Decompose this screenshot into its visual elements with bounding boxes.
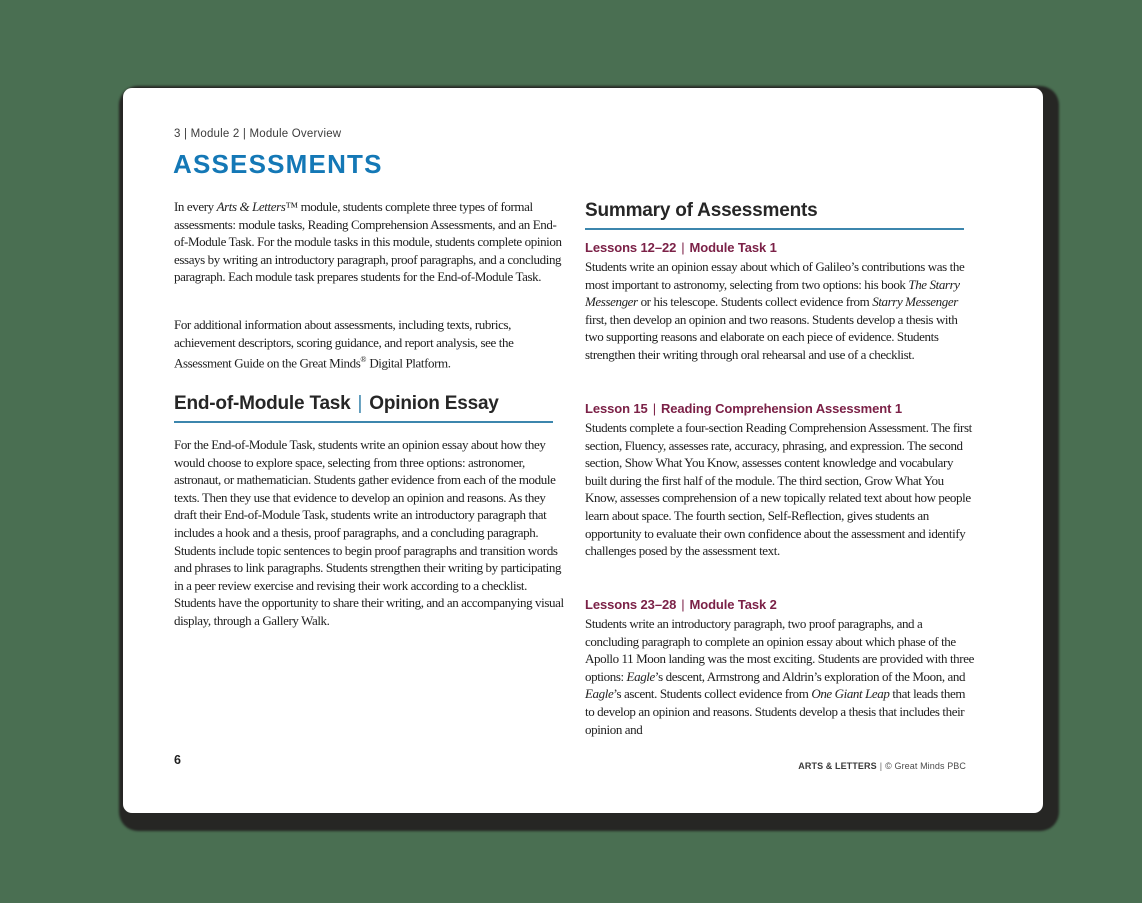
page-title: ASSESSMENTS: [173, 149, 383, 179]
module-task-1-paragraph: Students write an opinion essay about which of Galileo’s contributions was the most important to astronomy, selecting from two options: his book The Starry Messenger or his telescope. Students collect evidence from Starry Messenger first, then develop an opinion and two reasons. Students develop a thesis with two supporting reasons and elaborate on each piece of evidence. Students strengthen their writing through oral rehearsal and use of a checklist.: [585, 259, 965, 362]
footer-attribution: [798, 761, 966, 771]
lesson-range-label: Lessons 23–28: [585, 597, 677, 612]
reading-comprehension-1-paragraph: Students complete a four-section Reading Comprehension Assessment. The first section, Fluency, assesses rate, accuracy, phrasing, and expression. The second section, Show What You Know, assesses content knowledge and vocabulary built during the first half of the module. The third section, Grow What You Know, assesses comprehension of a new topically related text about how people learn about space. The fourth section, Self-Reflection, gives students an opportunity to evaluate their own confidence about the assessment and identify challenges posed by the assessment text.: [585, 420, 972, 559]
additional-info-paragraph: For additional information about assessments, including texts, rubrics, achievement descriptors, scoring guidance, and report analysis, see the Assessment Guide on the Great Minds® Digital Platform.: [174, 317, 514, 371]
lesson-range-label: Lesson 15: [585, 401, 648, 416]
heading-pipe-separator: |: [681, 597, 685, 612]
end-of-module-task-heading-main: End-of-Module Task: [174, 393, 351, 414]
end-of-module-task-heading-sub: Opinion Essay: [369, 393, 499, 414]
lesson-range-label: Lessons 12–22: [585, 240, 677, 255]
lesson-title: Reading Comprehension Assessment 1: [660, 401, 902, 416]
footer-brand: ARTS & LETTERS: [798, 761, 877, 771]
footer-pipe-separator: |: [879, 761, 883, 771]
lesson-title: Module Task 1: [689, 240, 777, 255]
heading-pipe-separator: |: [652, 401, 656, 416]
lesson-heading-module-task-1: [585, 240, 777, 255]
lesson-title: Module Task 2: [689, 597, 777, 612]
module-task-2-paragraph: Students write an introductory paragraph, two proof paragraphs, and a concluding paragraph to complete an opinion essay about which phase of the Apollo 11 Moon landing was the most exciting. Students are provided with three options: Eagle’s descent, Armstrong and Aldrin’s exploration of the Moon, and Eagle’s ascent. Students collect evidence from One Giant Leap that leads them to develop an opinion and reasons. Students develop a thesis that includes their opinion and: [585, 616, 974, 737]
heading-pipe-separator: |: [681, 240, 685, 255]
lesson-heading-module-task-2: [585, 597, 777, 612]
end-of-module-task-paragraph: For the End-of-Module Task, students write an opinion essay about how they would choose to explore space, selecting from three options: astronomer, astronaut, or mathematician. Students gather evidence from each of the module texts. Then they use that evidence to develop an opinion and reasons. As they draft their End-of-Module Task, students write an introductory paragraph that includes a hook and a thesis, proof paragraphs, and a concluding paragraph. Students include topic sentences to begin proof paragraphs and transition words and phrases to link paragraphs. Students strengthen their writing by participating in a peer review exercise and revising their work according to a checklist. Students have the opportunity to share their writing, and an accompanying visual display, through a Gallery Walk.: [174, 437, 564, 628]
end-of-module-task-heading: [174, 393, 553, 423]
intro-paragraph: In every Arts & Letters™ module, students complete three types of formal assessments: module tasks, Reading Comprehension Assessments, and an End-of-Module Task. For the module tasks in this module, students complete opinion essays by writing an introductory paragraph, proof paragraphs, and a concluding paragraph. Each module task prepares students for the End-of-Module Task.: [174, 199, 562, 285]
document-page: [123, 88, 1043, 813]
page-number: 6: [174, 753, 181, 767]
footer-copyright: © Great Minds PBC: [885, 761, 966, 771]
lesson-heading-reading-comprehension-1: [585, 401, 902, 416]
heading-pipe-separator: |: [357, 393, 363, 414]
summary-of-assessments-heading: Summary of Assessments: [585, 200, 964, 230]
breadcrumb: 3 | Module 2 | Module Overview: [174, 128, 342, 140]
